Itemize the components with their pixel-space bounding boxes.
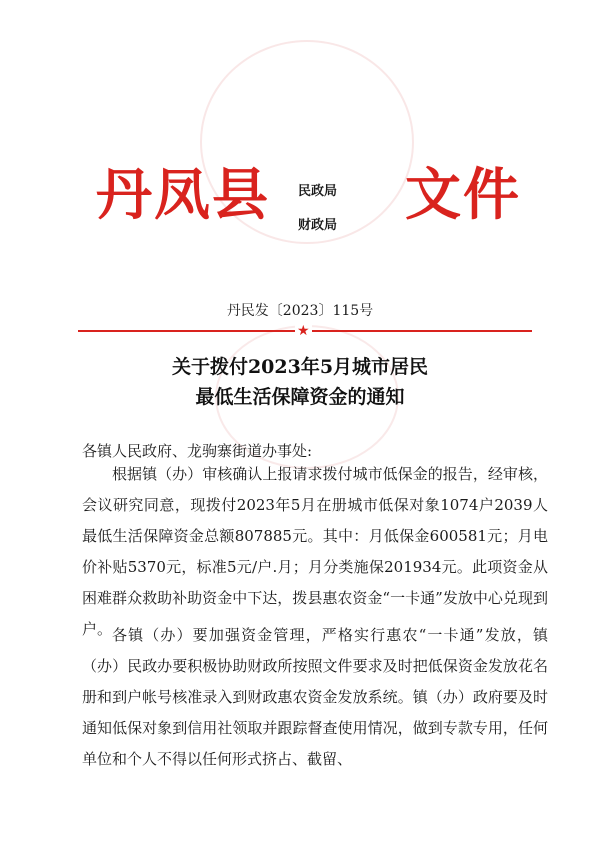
header-county-name: 丹凤县 [96,162,270,228]
body-paragraph-1: 根据镇（办）审核确认上报请求拨付城市低保金的报告，经审核，会议研究同意，现拨付2023年5月在册城市低保对象1074户2039人最低生活保障资金总额807885元。其中：月低保金600581元；月电价补贴5370元，标准5元/户.月；月分类施保201934元。此项资金从困难群众救助补助资金中下达，拨县惠农资金“一卡通”发放中心兑现到户。 [82,465,548,638]
addressee-line: 各镇人民政府、龙驹寨街道办事处: [82,442,313,460]
document-number: 丹民发〔2023〕115号 [226,303,374,319]
document-title-line-1: 关于拨付2023年5月城市居民 [171,356,429,378]
header-bureau-finance: 财政局 [298,218,338,233]
header-file-label: 文件 [405,162,521,228]
body-paragraph-2: 各镇（办）要加强资金管理，严格实行惠农“一卡通”发放，镇（办）民政办要积极协助财政所按照文件要求及时把低保资金发放花名册和到户帐号核准录入到财政惠农资金发放系统。镇（办）政府要及时通知低保对象到信用社领取并跟踪督查使用情况，做到专款专用，任何单位和个人不得以任何形式挤占、截留、 [82,626,548,768]
document-title-line-2: 最低生活保障资金的通知 [195,386,405,408]
header-bureau-civil-affairs: 民政局 [298,184,338,199]
red-star-icon: ★ [297,323,310,339]
